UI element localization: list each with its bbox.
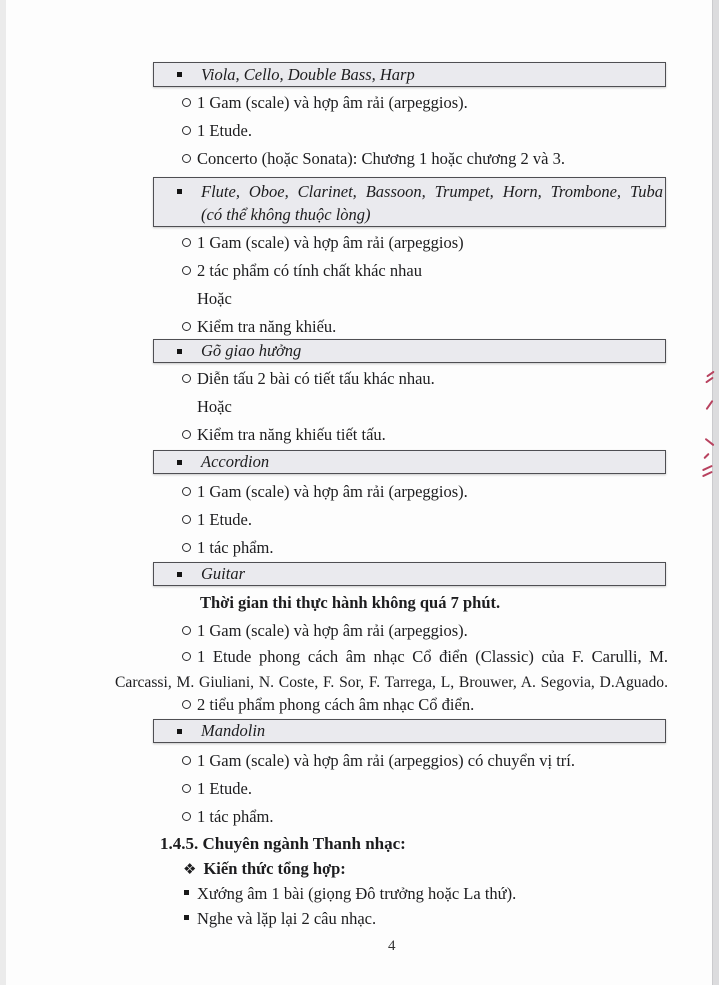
- paragraph-line: 1 Etude phong cách âm nhạc Cổ điển (Classic) của F. Carulli, M.: [197, 647, 668, 666]
- list-item-text: 1 tác phẩm.: [197, 538, 274, 557]
- section-header-line1: Flute, Oboe, Clarinet, Bassoon, Trumpet, Horn, Trombone, Tuba: [201, 182, 663, 201]
- list-item-text: 2 tác phẩm có tính chất khác nhau: [197, 261, 422, 280]
- square-bullet-icon: [177, 729, 182, 734]
- section-header-mandolin: [153, 719, 666, 743]
- circle-bullet-icon: [182, 652, 191, 661]
- section-header-percussion: [153, 339, 666, 363]
- list-item-text: Diễn tấu 2 bài có tiết tấu khác nhau.: [197, 369, 435, 388]
- circle-bullet-icon: [182, 430, 191, 439]
- section-header-text: Mandolin: [201, 721, 266, 740]
- section-header-text: Guitar: [201, 564, 246, 583]
- section-header-guitar: [153, 562, 666, 586]
- list-item: [182, 92, 468, 113]
- square-bullet-icon: [177, 572, 182, 577]
- section-header-text: [201, 180, 663, 226]
- or-text: Hoặc: [197, 289, 232, 308]
- diamond-bullet-icon: ❖: [183, 860, 197, 878]
- list-item-text: 1 Etude.: [197, 779, 252, 798]
- square-bullet-icon: [177, 189, 182, 194]
- list-item: [184, 908, 376, 929]
- circle-bullet-icon: [182, 626, 191, 635]
- list-item: [182, 148, 565, 169]
- numbered-heading: 1.4.5. Chuyên ngành Thanh nhạc:: [160, 834, 406, 853]
- pen-mark: [703, 453, 709, 459]
- section-header-text: Accordion: [201, 452, 270, 471]
- list-item: [182, 806, 274, 827]
- list-item: [182, 750, 575, 771]
- list-item: [182, 509, 252, 530]
- list-item-text: 1 Etude.: [197, 121, 252, 140]
- scan-edge-right: [712, 0, 719, 985]
- square-bullet-icon: [177, 460, 182, 465]
- circle-bullet-icon: [182, 266, 191, 275]
- square-bullet-icon: [177, 349, 182, 354]
- subsection-heading: [183, 858, 346, 880]
- list-item-text: 2 tiểu phẩm phong cách âm nhạc Cổ điển.: [197, 695, 475, 714]
- paragraph-line: Carcassi, M. Giuliani, N. Coste, F. Sor, F. Tarrega, L, Brouwer, A. Segovia, D.Aguado.: [115, 674, 668, 691]
- list-item-text: Concerto (hoặc Sonata): Chương 1 hoặc chương 2 và 3.: [197, 149, 565, 168]
- list-item: [182, 260, 422, 281]
- circle-bullet-icon: [182, 543, 191, 552]
- circle-bullet-icon: [182, 126, 191, 135]
- circle-bullet-icon: [182, 154, 191, 163]
- list-item-text: 1 Gam (scale) và hợp âm rải (arpeggios) có chuyển vị trí.: [197, 751, 576, 770]
- section-header-winds: [153, 177, 666, 227]
- list-item: [182, 694, 474, 715]
- circle-bullet-icon: [182, 98, 191, 107]
- list-item-text: 1 Gam (scale) và hợp âm rải (arpeggios).: [197, 93, 468, 112]
- list-item-text: 1 Gam (scale) và hợp âm rải (arpeggios): [197, 233, 464, 252]
- list-item: [182, 424, 386, 445]
- circle-bullet-icon: [182, 700, 191, 709]
- list-item: [184, 883, 516, 904]
- time-limit-note: Thời gian thi thực hành không quá 7 phút.: [200, 593, 501, 612]
- section-header-line2: (có thể không thuộc lòng): [201, 205, 371, 224]
- list-item: [182, 646, 668, 667]
- list-item: [182, 316, 336, 337]
- list-item: [182, 120, 252, 141]
- section-header-text: Gõ giao hưởng: [201, 341, 302, 360]
- list-item: [182, 620, 468, 641]
- square-bullet-icon: [177, 72, 182, 77]
- list-item-text: Kiểm tra năng khiếu.: [197, 317, 337, 336]
- list-item: [182, 368, 435, 389]
- scan-edge-left: [0, 0, 6, 985]
- list-item-text: Kiểm tra năng khiếu tiết tấu.: [197, 425, 386, 444]
- list-item: [182, 778, 252, 799]
- circle-bullet-icon: [182, 322, 191, 331]
- circle-bullet-icon: [182, 784, 191, 793]
- square-bullet-icon: [184, 890, 189, 895]
- section-header-accordion: [153, 450, 666, 474]
- circle-bullet-icon: [182, 756, 191, 765]
- subsection-heading-text: Kiến thức tổng hợp:: [203, 859, 346, 878]
- page-number: 4: [388, 938, 396, 954]
- section-header-text: Viola, Cello, Double Bass, Harp: [201, 64, 415, 84]
- list-item: [182, 481, 468, 502]
- list-item-text: 1 Etude.: [197, 510, 252, 529]
- list-item: [182, 232, 464, 253]
- section-header-viola: [153, 62, 666, 87]
- circle-bullet-icon: [182, 238, 191, 247]
- list-item-text: Xướng âm 1 bài (giọng Đô trưởng hoặc La thứ).: [197, 884, 517, 903]
- or-text: Hoặc: [197, 397, 232, 416]
- list-item-text: 1 tác phẩm.: [197, 807, 274, 826]
- circle-bullet-icon: [182, 374, 191, 383]
- circle-bullet-icon: [182, 515, 191, 524]
- circle-bullet-icon: [182, 487, 191, 496]
- list-item-text: 1 Gam (scale) và hợp âm rải (arpeggios).: [197, 482, 468, 501]
- list-item: [182, 537, 274, 558]
- square-bullet-icon: [184, 915, 189, 920]
- circle-bullet-icon: [182, 812, 191, 821]
- list-item-text: Nghe và lặp lại 2 câu nhạc.: [197, 909, 377, 928]
- list-item-text: 1 Gam (scale) và hợp âm rải (arpeggios).: [197, 621, 468, 640]
